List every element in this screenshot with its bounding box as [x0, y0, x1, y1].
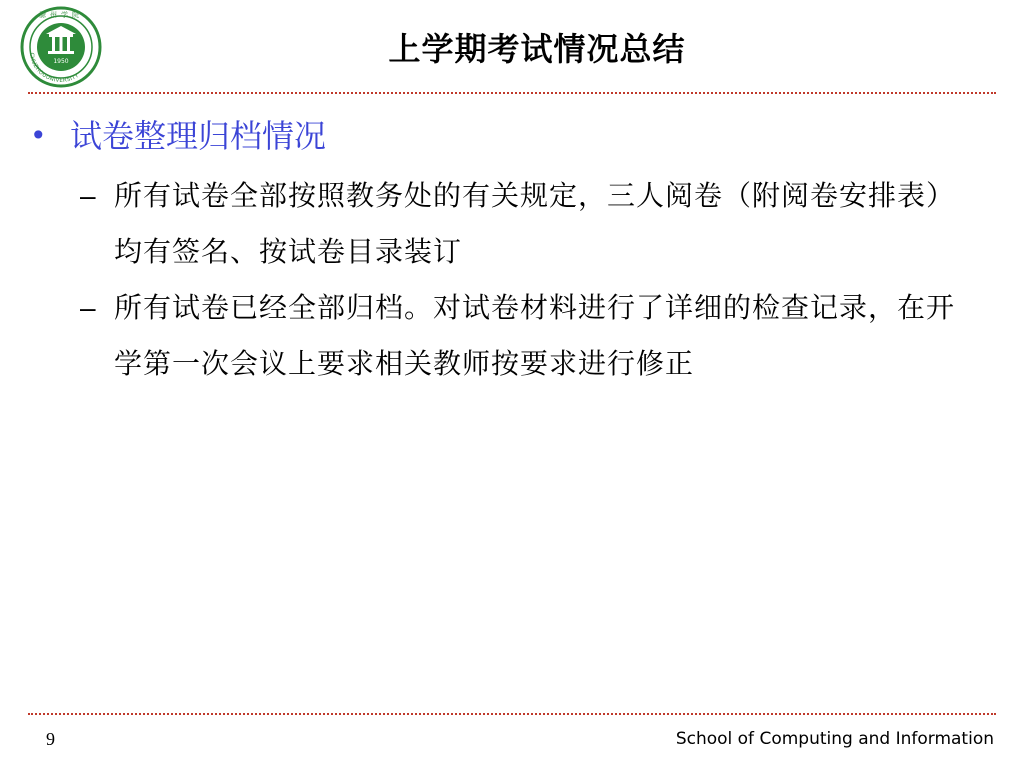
dash-marker: –: [80, 180, 97, 211]
list-item-text: 所有试卷已经全部归档。对试卷材料进行了详细的检查记录，在开学第一次会议上要求相关教师按要求进行修正: [114, 291, 956, 380]
bullet-marker: •: [30, 119, 47, 152]
list-item: [80, 280, 980, 392]
section-heading: 试卷整理归档情况: [70, 117, 327, 155]
header-divider: [28, 92, 996, 94]
heading-bullet: [30, 112, 980, 160]
footer-school-name: School of Computing and Information: [675, 729, 994, 749]
footer-divider: [28, 713, 996, 715]
dash-marker: –: [80, 292, 97, 323]
svg-text:1950: 1950: [53, 58, 69, 65]
page-number: 9: [46, 729, 55, 749]
svg-text:滁州学院: 滁州学院: [39, 11, 83, 19]
list-item: [80, 168, 980, 280]
slide-content: [30, 112, 980, 392]
slide-title: 上学期考试情况总结: [388, 30, 686, 68]
svg-text:CHUZHOUUNIVERSITY: CHUZHOUUNIVERSITY: [28, 52, 81, 85]
list-item-text: 所有试卷全部按照教务处的有关规定，三人阅卷（附阅卷安排表）均有签名、按试卷目录装订: [114, 179, 956, 268]
sub-list: [30, 168, 980, 392]
